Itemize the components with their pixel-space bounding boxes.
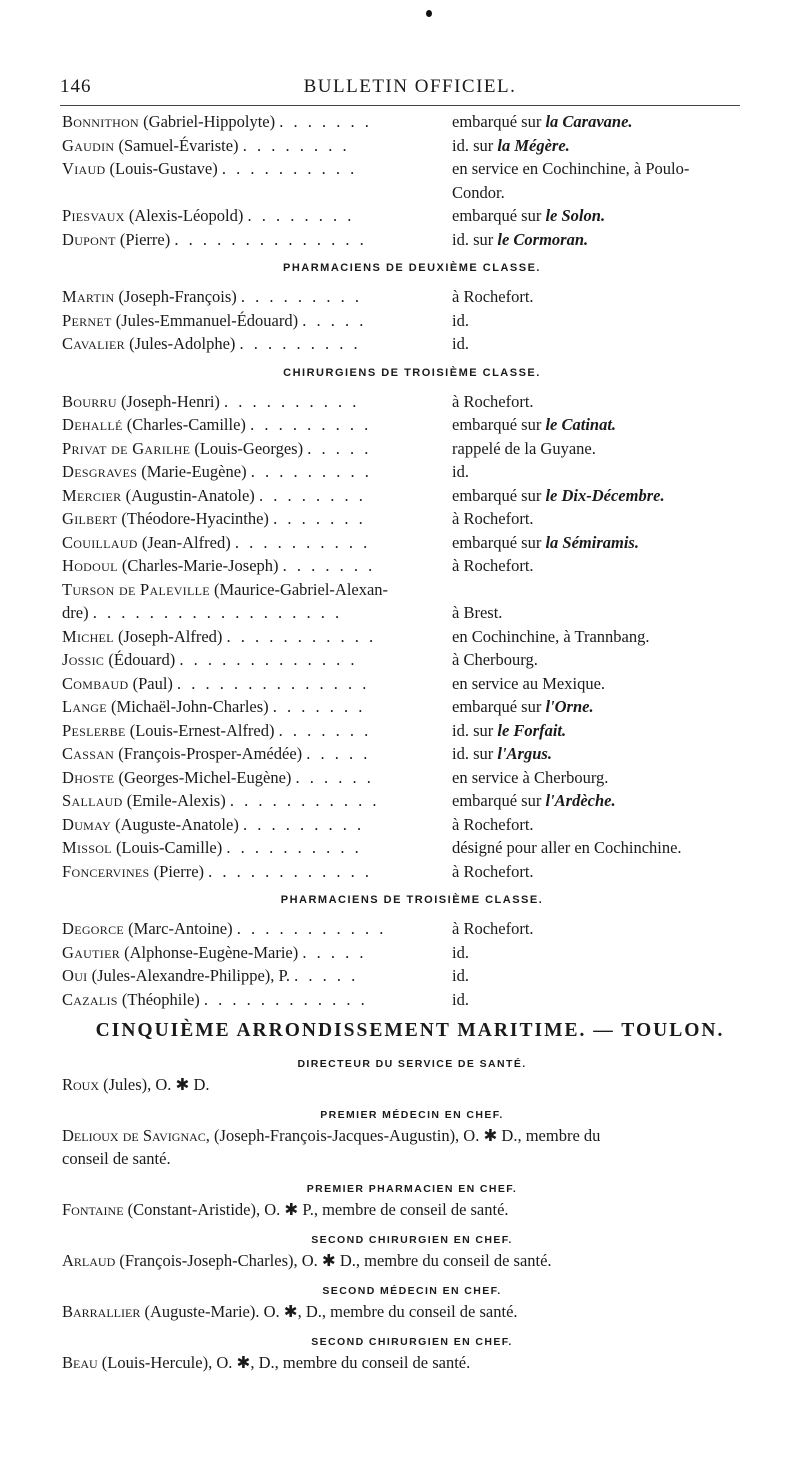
person-name [62,460,452,484]
assignment [452,507,762,531]
assignment [452,531,762,555]
person-name [62,860,452,884]
assignment [452,742,762,766]
running-title: BULLETIN OFFICIEL. [303,76,517,97]
status-continuation: Condor. [452,182,505,202]
officer-details: (Louis-Hercule), O. ✱, D., membre du conseil de santé. [97,1353,471,1372]
assignment [452,484,762,508]
list-item [62,578,762,602]
leader-dots: . . . . . . . . . [242,814,365,834]
last-name: Dhoste [62,767,115,787]
assignment-text: embarqué sur [452,112,546,131]
assignment [452,204,762,228]
last-name: Michel [62,626,114,646]
person-name [62,554,452,578]
given-names: (Théophile) [117,989,200,1009]
person-name [62,766,452,790]
list-item [62,648,762,672]
leader-dots: . . . . . . . . . . . . . . . . . . [92,603,343,622]
assignment [452,228,762,252]
last-name: Hodoul [62,556,118,575]
assignment [452,672,762,696]
list-item [62,719,762,743]
leader-dots: . . . . . . . . . . . . [203,989,368,1009]
given-names: (Pierre) [149,861,205,881]
person-name [62,917,452,941]
assignment-text: id. sur [452,135,498,155]
person-name [62,309,452,333]
assignment [452,695,762,719]
officer-entry [62,1300,762,1329]
assignment [452,390,762,414]
assignment-text: id. [452,966,469,985]
leader-dots: . . . . . . . . . . . . . . [174,229,367,249]
list-item [62,601,762,625]
leader-dots: . . . . . . . . . . [224,391,360,411]
page-number: 146 [60,76,92,97]
last-name: Roux [62,1075,100,1094]
person-name [62,437,452,461]
ship-name: la Mégère. [497,135,570,155]
list-item [62,437,762,461]
leader-dots: . . . . . . . . . . [221,159,358,178]
given-names: (Paul) [128,673,173,693]
officer-entry [62,1124,762,1176]
ship-name: la Caravane. [545,112,633,131]
assignment-text: à Rochefort. [452,287,534,306]
list-item [62,204,762,228]
given-names: (Alexis-Léopold) [124,206,244,225]
leader-dots: . . . . . . . . . . . . . [179,650,358,669]
given-names: (Augustin-Anatole) [121,485,255,505]
officer-heading: SECOND CHIRURGIEN EN CHEF. [311,1234,513,1246]
last-name: Missol [62,838,112,857]
given-names: (Jules-Emmanuel-Édouard) [111,310,299,330]
ship-name: le Catinat. [545,415,617,434]
last-name: Jossic [62,650,105,669]
list-item [62,554,762,578]
ship-name: le Dix-Décembre. [545,485,665,505]
assignment-text: embarqué sur [452,532,546,552]
last-name: Piesvaux [62,206,125,225]
leader-dots: . . . . . . . . . . [234,532,371,552]
person-name [62,648,452,672]
assignment-text: id. [452,942,469,962]
person-name [62,390,452,414]
list-item [62,309,762,333]
last-name: Lange [62,697,107,716]
assignment-text: à Cherbourg. [452,650,538,669]
ship-name: la Sémiramis. [545,532,639,552]
list-item [62,157,762,181]
person-name [62,228,452,252]
given-names: (Georges-Michel-Eugène) [114,767,292,787]
assignment-text: id. sur [452,744,498,763]
person-name [62,742,452,766]
last-name: Cassan [62,744,115,763]
person-name [62,285,452,309]
person-name [62,531,452,555]
list-item [62,836,762,860]
last-name: Dupont [62,229,116,249]
last-name: Fontaine [62,1200,124,1219]
last-name: Degorce [62,919,125,938]
assignment [452,110,762,134]
assignment [452,309,762,333]
assignment [452,332,762,356]
last-name: Cavalier [62,334,125,353]
given-names: (Joseph-Henri) [116,391,220,411]
given-names: (Maurice-Gabriel-Alexan- [209,579,389,599]
assignment-text: id. [452,462,469,481]
person-name [62,157,452,181]
assignment-text: en service en Cochinchine, à Poulo- [452,159,690,178]
list-item [62,390,762,414]
leader-dots: . . . . . [307,438,372,458]
officer-heading: PREMIER PHARMACIEN EN CHEF. [306,1183,518,1195]
assignment-text: embarqué sur [452,485,546,505]
leader-dots: . . . . . . [295,767,374,787]
assignment-text: id. [452,989,469,1009]
person-name [62,789,452,813]
officer-entry [62,1351,762,1380]
leader-dots: . . . . . . . . . . . [229,791,380,810]
last-name: Barrallier [62,1302,141,1321]
assignment [452,157,762,181]
last-name: Delioux de Savignac, [62,1126,210,1145]
given-names: (Joseph-François) [114,287,237,306]
page-body [62,110,762,1380]
leader-dots: . . . . . . . . . . . . [208,861,373,881]
list-item [62,531,762,555]
leader-dots: . . . . . [306,744,371,763]
assignment-text: id. [452,334,469,353]
list-item [62,789,762,813]
officer-heading: SECOND CHIRURGIEN EN CHEF. [311,1336,513,1348]
person-name [62,719,452,743]
assignment-text: à Rochefort. [452,919,534,938]
person-name [62,110,452,134]
last-name: Foncervines [62,861,150,881]
leader-dots: . . . . . . . . [258,485,366,505]
assignment-text: embarqué sur [452,415,546,434]
assignment-text: désigné pour aller en Cochinchine. [452,838,682,857]
given-names: (Charles-Marie-Joseph) [117,556,279,575]
section-heading: CHIRURGIENS DE TROISIÈME CLASSE. [283,366,541,379]
last-name: Privat de Garilhe [62,438,191,458]
assignment [452,766,762,790]
last-name: Couillaud [62,532,138,552]
list-item [62,672,762,696]
given-names: (Charles-Camille) [122,415,246,434]
assignment-text: embarqué sur [452,697,546,716]
last-name: Combaud [62,673,129,693]
assignment [452,285,762,309]
assignment [452,578,762,602]
person-name [62,988,452,1012]
assignment-text: id. sur [452,229,498,249]
assignment-text: id. [452,310,469,330]
ship-name: l'Argus. [497,744,552,763]
assignment-text: à Brest. [452,603,503,622]
last-name: Gaudin [62,135,115,155]
leader-dots: . . . . . . . [279,112,372,131]
given-names: (Jean-Alfred) [137,532,231,552]
person-name [62,941,452,965]
leader-dots: . . . . . . . [272,697,366,716]
list-item [62,695,762,719]
ship-name: le Forfait. [497,720,567,740]
assignment [452,789,762,813]
assignment-text: embarqué sur [452,791,546,810]
list-item [62,134,762,158]
officer-heading: SECOND MÉDECIN EN CHEF. [322,1285,502,1297]
officer-line [62,1351,762,1374]
leader-dots: . . . . . . . . . [250,415,372,434]
header-rule [60,105,740,106]
leader-dots: . . . . . . . . [247,206,355,225]
given-names: (Louis-Georges) [190,438,304,458]
officer-heading: PREMIER MÉDECIN EN CHEF. [320,1109,504,1121]
assignment [452,134,762,158]
person-name [62,601,452,625]
last-name: Sallaud [62,791,123,810]
list-item [62,964,762,988]
assignment-text: à Rochefort. [452,814,534,834]
assignment-text: en Cochinchine, à Trannbang. [452,626,650,646]
leader-dots: . . . . . . . . . . . . . . [177,673,370,693]
list-item [62,507,762,531]
last-name: Viaud [62,159,106,178]
officer-details: (Jules), O. ✱ D. [99,1075,210,1094]
assignment-text: à Rochefort. [452,391,534,411]
officer-line-continued: conseil de santé. [62,1149,171,1168]
officer-line [62,1073,762,1096]
leader-dots: . . . . . . . . . [240,287,363,306]
ship-name: le Cormoran. [497,229,589,249]
person-name [62,332,452,356]
officer-entry [62,1198,762,1227]
last-name: Oui [62,966,88,985]
last-name: Turson de Paleville [62,579,210,599]
person-name [62,484,452,508]
given-names: (Marie-Eugène) [137,462,247,481]
person-name [62,836,452,860]
assignment [452,554,762,578]
page-header [60,76,760,102]
given-names: (Édouard) [104,650,176,669]
last-name: Arlaud [62,1251,116,1270]
list-item [62,625,762,649]
person-name [62,672,452,696]
assignment [452,964,762,988]
assignment-text: id. sur [452,720,498,740]
officer-details: (François-Joseph-Charles), O. ✱ D., membre du conseil de santé. [115,1251,552,1270]
list-item [62,941,762,965]
given-names: (Samuel-Évariste) [114,135,239,155]
section-heading: PHARMACIENS DE TROISIÈME CLASSE. [280,894,544,906]
assignment [452,719,762,743]
last-name: Martin [62,287,115,306]
list-item [62,460,762,484]
assignment [452,836,762,860]
leader-dots: . . . . . . . . . . . [236,919,387,938]
leader-dots: . . . . . [302,310,367,330]
leader-dots: . . . . . . . [278,720,372,740]
officer-details: (Auguste-Marie). O. ✱, D., membre du conseil de santé. [140,1302,518,1321]
last-name: Dehallé [62,415,123,434]
person-name [62,695,452,719]
last-name: Gautier [62,942,121,962]
leader-dots: . . . . . . . [273,509,366,528]
assignment-text: à Rochefort. [452,509,534,528]
leader-dots: . . . . . [294,966,359,985]
assignment-text: en service à Cherbourg. [452,767,609,787]
ship-name: l'Orne. [545,697,594,716]
person-name [62,507,452,531]
region-title: CINQUIÈME ARRONDISSEMENT MARITIME. — TOULON. [95,1020,725,1041]
leader-dots: . . . . . . . [282,556,376,575]
person-name [62,204,452,228]
given-names: (Pierre) [115,229,171,249]
last-name: Bonnithon [62,112,140,131]
last-name: Peslerbe [62,720,126,740]
given-names: (Auguste-Anatole) [110,814,239,834]
given-names: (Théodore-Hyacinthe) [117,509,269,528]
leader-dots: . . . . . . . . [242,135,350,155]
assignment-text: à Rochefort. [452,861,534,881]
given-names: (Marc-Antoine) [124,919,233,938]
given-names: (Louis-Gustave) [105,159,218,178]
person-name [62,578,452,602]
list-item [62,413,762,437]
given-names: dre) [62,603,89,622]
assignment-text: à Rochefort. [452,556,534,575]
leader-dots: . . . . . . . . . [239,334,361,353]
person-name [62,625,452,649]
officer-entry [62,1073,762,1102]
assignment [452,860,762,884]
assignment [452,625,762,649]
last-name: Beau [62,1353,98,1372]
assignment-text: en service au Mexique. [452,673,606,693]
last-name: Gilbert [62,509,118,528]
last-name: Dumay [62,814,111,834]
last-name: Cazalis [62,989,118,1009]
assignment [452,460,762,484]
assignment [452,413,762,437]
given-names: (François-Prosper-Amédée) [114,744,303,763]
assignment-text: embarqué sur [452,206,546,225]
officer-details: (Joseph-François-Jacques-Augustin), O. ✱ D., membre du [209,1126,601,1145]
given-names: (Louis-Camille) [111,838,223,857]
list-item [62,332,762,356]
list-item [62,860,762,884]
officer-line [62,1198,762,1221]
assignment-text: rappelé de la Guyane. [452,438,596,458]
officer-heading: DIRECTEUR DU SERVICE DE SANTÉ. [297,1058,527,1070]
officer-details: (Constant-Aristide), O. ✱ P., membre de conseil de santé. [123,1200,509,1219]
last-name: Bourru [62,391,117,411]
person-name [62,964,452,988]
leader-dots: . . . . . . . . . . [226,838,362,857]
person-name [62,413,452,437]
given-names: (Alphonse-Eugène-Marie) [120,942,299,962]
leader-dots: . . . . . . . . . . . [226,626,377,646]
last-name: Mercier [62,485,122,505]
leader-dots: . . . . . . . . . [250,462,372,481]
assignment [452,601,762,625]
person-name [62,134,452,158]
given-names: (Gabriel-Hippolyte) [139,112,276,131]
ink-dot [426,10,432,17]
assignment [452,941,762,965]
ship-name: l'Ardèche. [545,791,616,810]
given-names: (Louis-Ernest-Alfred) [125,720,275,740]
list-item [62,813,762,837]
list-item [62,228,762,252]
given-names: (Michaël-John-Charles) [106,697,269,716]
list-item [62,917,762,941]
given-names: (Jules-Adolphe) [124,334,236,353]
assignment [452,988,762,1012]
officer-line [62,1249,762,1272]
list-item [62,766,762,790]
given-names: (Jules-Alexandre-Philippe), P. [87,966,291,985]
assignment [452,813,762,837]
assignment [452,648,762,672]
list-item [62,988,762,1012]
last-name: Pernet [62,310,112,330]
given-names: (Joseph-Alfred) [113,626,223,646]
assignment [452,437,762,461]
person-name [62,813,452,837]
list-item [62,484,762,508]
assignment [452,917,762,941]
list-item [62,110,762,134]
section-heading: PHARMACIENS DE DEUXIÈME CLASSE. [283,262,541,274]
given-names: (Emile-Alexis) [122,791,226,810]
last-name: Desgraves [62,462,138,481]
list-item [62,285,762,309]
ship-name: le Solon. [545,206,606,225]
officer-line [62,1124,762,1147]
officer-line [62,1300,762,1323]
list-item [62,742,762,766]
officer-entry [62,1249,762,1278]
leader-dots: . . . . . [302,942,367,962]
